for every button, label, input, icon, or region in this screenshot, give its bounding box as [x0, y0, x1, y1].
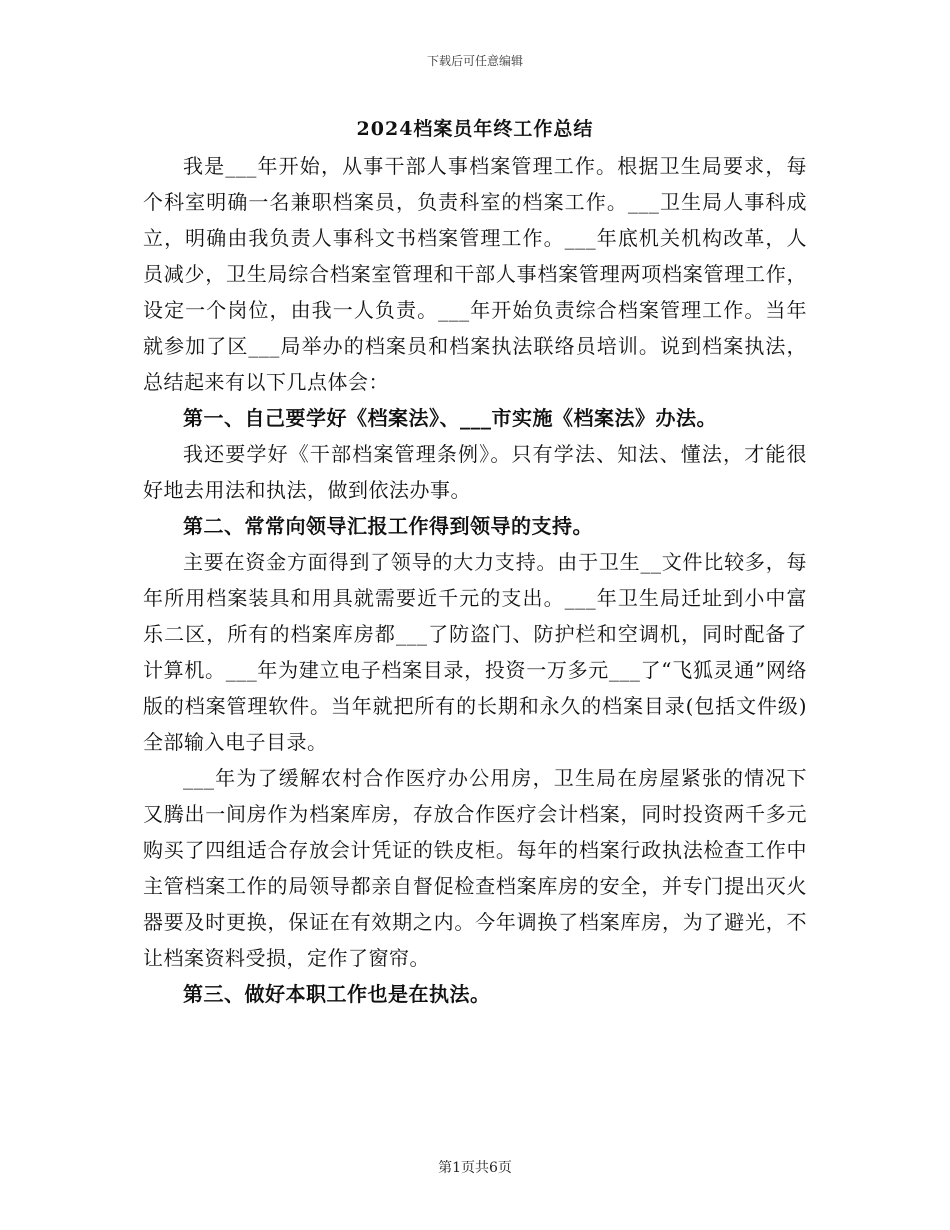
header-note: 下载后可任意编辑	[426, 54, 523, 68]
section-heading-2: 第二、常常向领导汇报工作得到领导的支持。	[183, 514, 593, 538]
document-body	[143, 148, 807, 1012]
page-number: 第1页共6页	[438, 1160, 512, 1176]
paragraph-storage-room: ___年为了缓解农村合作医疗办公用房，卫生局在房屋紧张的情况下又腾出一间房作为档案库房，存放合作医疗会计档案，同时投资两千多元购买了四组适合存放会计凭证的铁皮柜。每年的档案行政执法检查工作中主管档案工作的局领导都亲自督促检查档案库房的安全，并专门提出灭火器要及时更换，保证在有效期之内。今年调换了档案库房，为了避光，不让档案资料受损，定作了窗帘。	[143, 766, 807, 970]
paragraph-study-regulations: 我还要学好《干部档案管理条例》。只有学法、知法、懂法，才能很好地去用法和执法，做到依法办事。	[143, 442, 807, 502]
document-title: 2024档案员年终工作总结	[356, 118, 594, 140]
paragraph-funding-support: 主要在资金方面得到了领导的大力支持。由于卫生__文件比较多，每年所用档案装具和用具就需要近千元的支出。___年卫生局迁址到小中富乐二区，所有的档案库房都___了防盗门、防护栏和空调机，同时配备了计算机。___年为建立电子档案目录，投资一万多元___了“飞狐灵通”网络版的档案管理软件。当年就把所有的长期和永久的档案目录(包括文件级)全部输入电子目录。	[143, 550, 807, 754]
paragraph-intro: 我是___年开始，从事干部人事档案管理工作。根据卫生局要求，每个科室明确一名兼职档案员，负责科室的档案工作。___卫生局人事科成立，明确由我负责人事科文书档案管理工作。___年底机关机构改革，人员减少，卫生局综合档案室管理和干部人事档案管理两项档案管理工作，设定一个岗位，由我一人负责。___年开始负责综合档案管理工作。当年就参加了区___局举办的档案员和档案执法联络员培训。说到档案执法，总结起来有以下几点体会：	[143, 154, 807, 394]
section-heading-3: 第三、做好本职工作也是在执法。	[183, 982, 491, 1006]
section-heading-1: 第一、自己要学好《档案法》、___市实施《档案法》办法。	[183, 406, 717, 430]
